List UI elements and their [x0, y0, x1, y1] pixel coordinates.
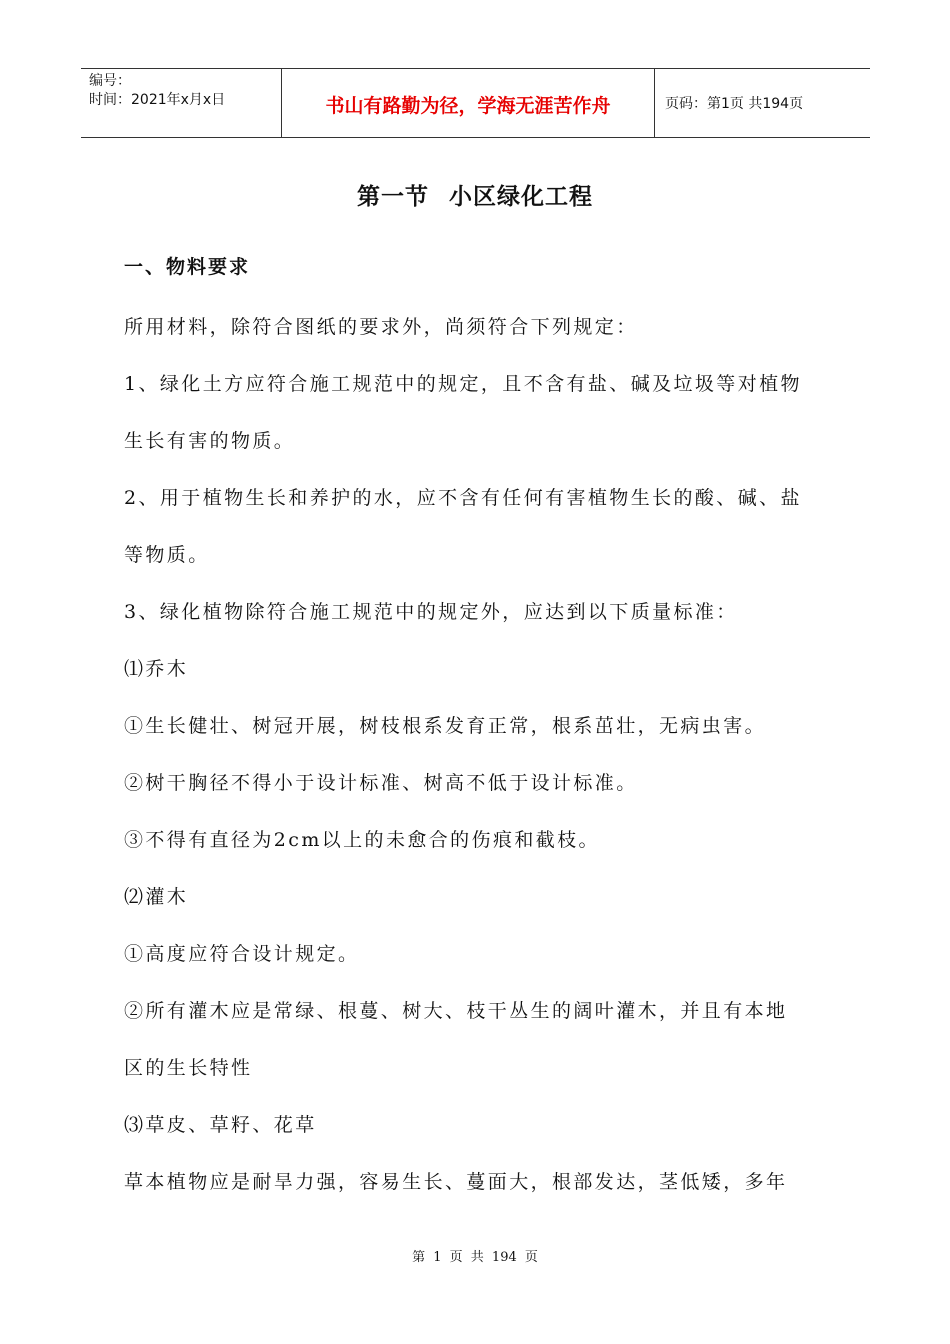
body-line: 草本植物应是耐旱力强，容易生长、蔓面大，根部发达，茎低矮，多年	[124, 1171, 788, 1193]
serial-number-label: 编号：	[89, 73, 131, 89]
document-title	[0, 178, 950, 211]
body-line: ⑴乔木	[124, 658, 189, 680]
page-header	[81, 68, 870, 138]
body-line: 等物质。	[124, 544, 210, 566]
header-motto: 书山有路勤为径，学海无涯苦作舟	[282, 69, 655, 137]
body-line: 2、用于植物生长和养护的水，应不含有任何有害植物生长的酸、碱、盐	[124, 487, 802, 509]
title-section-number: 第一节	[357, 184, 429, 210]
section-heading: 一、物料要求	[124, 256, 251, 278]
body-line: ①高度应符合设计规定。	[124, 943, 360, 965]
body-line: ②所有灌木应是常绿、根蔓、树大、枝干丛生的阔叶灌木，并且有本地	[124, 1000, 788, 1022]
body-line: 生长有害的物质。	[124, 430, 296, 452]
body-line: 所用材料，除符合图纸的要求外，尚须符合下列规定：	[124, 316, 638, 338]
header-page-info: 页码：第1页 共194页	[665, 96, 804, 112]
body-line: 1、绿化土方应符合施工规范中的规定，且不含有盐、碱及垃圾等对植物	[124, 373, 802, 395]
body-line: ③不得有直径为2cm以上的未愈合的伤痕和截枝。	[124, 829, 600, 851]
header-meta-cell	[81, 69, 282, 137]
body-line: ①生长健壮、树冠开展，树枝根系发育正常，根系茁壮，无病虫害。	[124, 715, 767, 737]
date-label: 时间：2021年x月x日	[89, 92, 226, 108]
body-line: 3、绿化植物除符合施工规范中的规定外，应达到以下质量标准：	[124, 601, 738, 623]
body-line: 区的生长特性	[124, 1057, 253, 1079]
body-line: ②树干胸径不得小于设计标准、树高不低于设计标准。	[124, 772, 638, 794]
body-line: ⑶草皮、草籽、花草	[124, 1114, 317, 1136]
page-footer: 第 1 页 共 194 页	[412, 1250, 538, 1265]
title-section-name: 小区绿化工程	[449, 184, 593, 210]
body-line: ⑵灌木	[124, 886, 189, 908]
